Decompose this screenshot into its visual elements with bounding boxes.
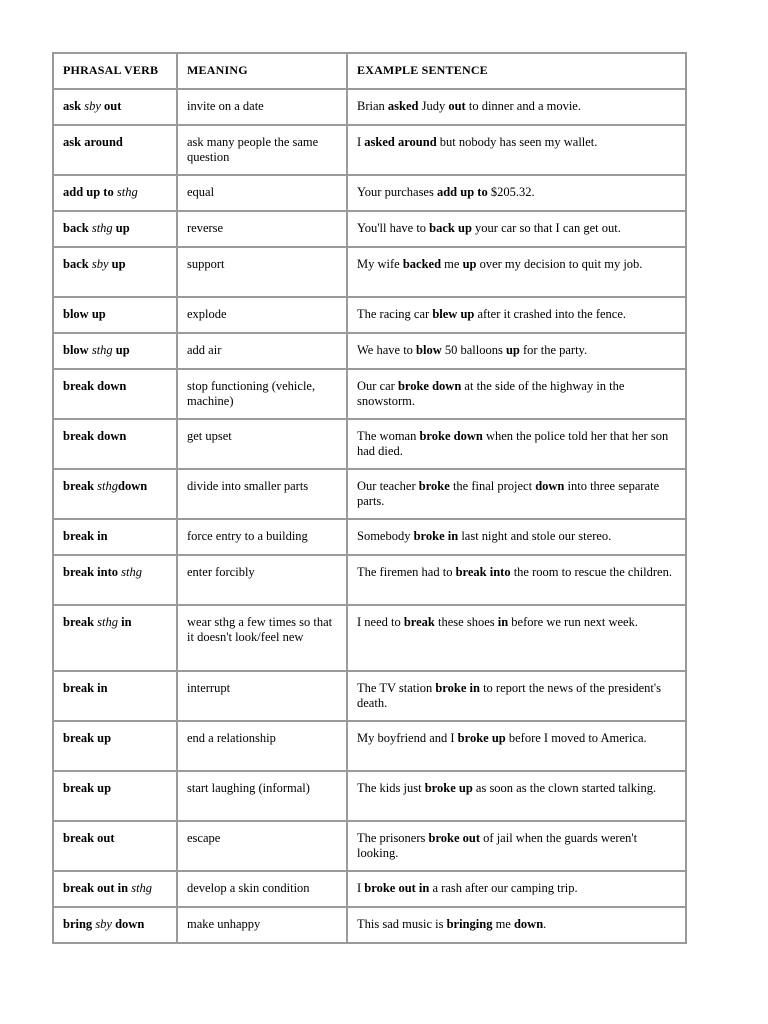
bold-text: in [497, 615, 509, 629]
bold-text: back up [429, 221, 472, 235]
text-run: I [357, 135, 365, 149]
bold-text: out [100, 99, 122, 113]
text-run: Your purchases [357, 185, 437, 199]
meaning-text: enter forcibly [187, 565, 255, 579]
bold-text: broke out in [364, 881, 430, 895]
text-run: Our teacher [357, 479, 419, 493]
meaning-cell [177, 89, 347, 125]
table-row [53, 555, 686, 605]
meaning-text: add air [187, 343, 222, 357]
meaning-cell [177, 333, 347, 369]
phrasal-verb-cell [53, 721, 177, 771]
meaning-text: support [187, 257, 225, 271]
example-sentence-cell [347, 247, 686, 297]
meaning-cell [177, 721, 347, 771]
placeholder-text: sthg [97, 615, 118, 629]
header-example-sentence: EXAMPLE SENTENCE [347, 53, 686, 89]
bold-text: break into [63, 565, 122, 579]
example-sentence-cell [347, 469, 686, 519]
table-row [53, 721, 686, 771]
text-run: The prisoners [357, 831, 429, 845]
bold-text: broke [418, 479, 450, 493]
example-sentence-cell [347, 771, 686, 821]
phrasal-verb-cell [53, 671, 177, 721]
bold-text: down [513, 917, 544, 931]
bold-text: ask [63, 99, 85, 113]
text-run: The TV station [357, 681, 436, 695]
text-run: The kids just [357, 781, 425, 795]
text-run: but nobody has seen my wallet. [436, 135, 598, 149]
meaning-text: invite on a date [187, 99, 264, 113]
phrasal-verb-cell [53, 519, 177, 555]
meaning-text: force entry to a building [187, 529, 308, 543]
bold-text: break [403, 615, 435, 629]
phrasal-verb-cell [53, 369, 177, 419]
example-sentence-cell [347, 297, 686, 333]
bold-text: add up to [436, 185, 488, 199]
meaning-cell [177, 821, 347, 871]
placeholder-text: sthg [97, 479, 118, 493]
bold-text: up [108, 257, 126, 271]
example-sentence-cell [347, 519, 686, 555]
text-run: Somebody [357, 529, 414, 543]
bold-text: up [112, 343, 130, 357]
text-run: over my decision to quit my job. [476, 257, 643, 271]
meaning-text: get upset [187, 429, 232, 443]
bold-text: backed [402, 257, 442, 271]
placeholder-text: sthg [91, 221, 113, 235]
text-run: You'll have to [357, 221, 430, 235]
bold-text: broke up [457, 731, 506, 745]
meaning-cell [177, 369, 347, 419]
bold-text: out [448, 99, 466, 113]
text-run: at the side of the highway in the snowstorm. [357, 379, 625, 408]
bold-text: add up to [63, 185, 117, 199]
text-run: My wife [357, 257, 403, 271]
bold-text: up [505, 343, 520, 357]
bold-text: up [462, 257, 477, 271]
text-run: 50 balloons [441, 343, 506, 357]
table-row [53, 247, 686, 297]
table-row [53, 871, 686, 907]
bold-text: broke down [419, 429, 483, 443]
bold-text: break in [63, 529, 108, 543]
text-run: The woman [357, 429, 420, 443]
text-run: a rash after our camping trip. [429, 881, 578, 895]
meaning-text: wear sthg a few times so that it doesn't look/feel new [187, 615, 333, 644]
bold-text: break [63, 479, 98, 493]
bold-text: broke in [435, 681, 480, 695]
example-sentence-cell [347, 721, 686, 771]
bold-text: down [111, 917, 145, 931]
phrasal-verb-cell [53, 89, 177, 125]
text-run: Our car [357, 379, 398, 393]
meaning-cell [177, 247, 347, 297]
header-meaning: MEANING [177, 53, 347, 89]
bold-text: down [118, 479, 148, 493]
phrasal-verb-cell [53, 605, 177, 671]
meaning-text: explode [187, 307, 227, 321]
phrasal-verb-cell [53, 247, 177, 297]
bold-text: back [63, 221, 92, 235]
text-run: I need to [357, 615, 404, 629]
meaning-cell [177, 125, 347, 175]
bold-text: break down [63, 379, 127, 393]
text-run: Brian [357, 99, 388, 113]
bold-text: blew up [432, 307, 475, 321]
text-run: My boyfriend and I [357, 731, 458, 745]
meaning-cell [177, 469, 347, 519]
header-row [53, 53, 686, 89]
text-run: the room to rescue the children. [510, 565, 672, 579]
table-row [53, 907, 686, 943]
meaning-cell [177, 907, 347, 943]
bold-text: blow up [63, 307, 106, 321]
bold-text: up [112, 221, 130, 235]
text-run: your car so that I can get out. [471, 221, 621, 235]
meaning-text: ask many people the same question [187, 135, 319, 164]
example-sentence-cell [347, 175, 686, 211]
text-run: This sad music is [357, 917, 447, 931]
phrasal-verb-cell [53, 419, 177, 469]
text-run: these shoes [434, 615, 498, 629]
phrasal-verb-cell [53, 555, 177, 605]
bold-text: break up [63, 781, 112, 795]
placeholder-text: sby [95, 917, 112, 931]
phrasal-verb-table [52, 52, 687, 944]
bold-text: bringing [446, 917, 493, 931]
example-sentence-cell [347, 871, 686, 907]
bold-text: in [118, 615, 132, 629]
text-run: before we run next week. [508, 615, 638, 629]
bold-text: down [535, 479, 565, 493]
meaning-text: start laughing (informal) [187, 781, 310, 795]
placeholder-text: sthg [91, 343, 113, 357]
text-run: $205.32. [487, 185, 535, 199]
phrasal-verb-cell [53, 771, 177, 821]
bold-text: break up [63, 731, 112, 745]
bold-text: ask around [63, 135, 123, 149]
phrasal-verb-cell [53, 907, 177, 943]
table-row [53, 771, 686, 821]
phrasal-verb-cell [53, 821, 177, 871]
text-run: last night and stole our stereo. [458, 529, 612, 543]
example-sentence-cell [347, 821, 686, 871]
phrasal-verb-cell [53, 333, 177, 369]
meaning-cell [177, 771, 347, 821]
text-run: The racing car [357, 307, 433, 321]
bold-text: broke up [424, 781, 473, 795]
bold-text: break out in [63, 881, 132, 895]
example-sentence-cell [347, 605, 686, 671]
bold-text: blow [416, 343, 442, 357]
bold-text: bring [63, 917, 96, 931]
example-sentence-cell [347, 555, 686, 605]
bold-text: broke in [413, 529, 459, 543]
text-run: of jail when the guards weren't looking. [357, 831, 638, 860]
bold-text: asked around [364, 135, 437, 149]
example-sentence-cell [347, 125, 686, 175]
text-run: into three separate parts. [357, 479, 660, 508]
table-row [53, 369, 686, 419]
meaning-text: divide into smaller parts [187, 479, 309, 493]
phrasal-verb-cell [53, 175, 177, 211]
text-run: me [492, 917, 514, 931]
text-run: before I moved to America. [505, 731, 647, 745]
bold-text: break [63, 615, 98, 629]
meaning-cell [177, 519, 347, 555]
table-row [53, 89, 686, 125]
table-row [53, 297, 686, 333]
placeholder-text: sthg [131, 881, 153, 895]
bold-text: broke out [428, 831, 481, 845]
phrasal-verb-cell [53, 871, 177, 907]
text-run: . [543, 917, 547, 931]
table-row [53, 175, 686, 211]
example-sentence-cell [347, 333, 686, 369]
example-sentence-cell [347, 369, 686, 419]
meaning-cell [177, 211, 347, 247]
table-row [53, 333, 686, 369]
bold-text: break down [63, 429, 127, 443]
text-run: I [357, 881, 365, 895]
example-sentence-cell [347, 89, 686, 125]
text-run: The firemen had to [357, 565, 456, 579]
example-sentence-cell [347, 907, 686, 943]
placeholder-text: sthg [116, 185, 138, 199]
text-run: as soon as the clown started talking. [472, 781, 657, 795]
meaning-text: develop a skin condition [187, 881, 310, 895]
meaning-cell [177, 555, 347, 605]
text-run: to dinner and a movie. [465, 99, 581, 113]
bold-text: break into [455, 565, 511, 579]
table-row [53, 469, 686, 519]
meaning-cell [177, 605, 347, 671]
meaning-text: stop functioning (vehicle, machine) [187, 379, 316, 408]
bold-text: broke down [397, 379, 462, 393]
table-row [53, 605, 686, 671]
meaning-cell [177, 297, 347, 333]
phrasal-verb-cell [53, 211, 177, 247]
text-run: We have to [357, 343, 417, 357]
text-run: Judy [418, 99, 449, 113]
meaning-text: escape [187, 831, 221, 845]
bold-text: break out [63, 831, 115, 845]
bold-text: back [63, 257, 92, 271]
example-sentence-cell [347, 211, 686, 247]
text-run: to report the news of the president's death. [357, 681, 661, 710]
example-sentence-cell [347, 671, 686, 721]
placeholder-text: sthg [121, 565, 142, 579]
bold-text: blow [63, 343, 92, 357]
meaning-cell [177, 175, 347, 211]
placeholder-text: sby [91, 257, 109, 271]
table-row [53, 519, 686, 555]
phrasal-verb-cell [53, 469, 177, 519]
meaning-cell [177, 871, 347, 907]
bold-text: asked [387, 99, 419, 113]
phrasal-verb-cell [53, 125, 177, 175]
text-run: when the police told her that her son had died. [357, 429, 669, 458]
table-row [53, 419, 686, 469]
table-row [53, 125, 686, 175]
meaning-cell [177, 671, 347, 721]
example-sentence-cell [347, 419, 686, 469]
meaning-text: reverse [187, 221, 224, 235]
text-run: me [441, 257, 463, 271]
meaning-text: make unhappy [187, 917, 261, 931]
table-row [53, 671, 686, 721]
bold-text: break in [63, 681, 108, 695]
text-run: after it crashed into the fence. [474, 307, 627, 321]
text-run: the final project [449, 479, 536, 493]
table-row [53, 821, 686, 871]
meaning-cell [177, 419, 347, 469]
table-row [53, 211, 686, 247]
header-phrasal-verb: PHRASAL VERB [53, 53, 177, 89]
phrasal-verb-cell [53, 297, 177, 333]
table-body [53, 89, 686, 943]
placeholder-text: sby [84, 99, 101, 113]
text-run: for the party. [519, 343, 588, 357]
meaning-text: end a relationship [187, 731, 276, 745]
meaning-text: interrupt [187, 681, 231, 695]
meaning-text: equal [187, 185, 215, 199]
